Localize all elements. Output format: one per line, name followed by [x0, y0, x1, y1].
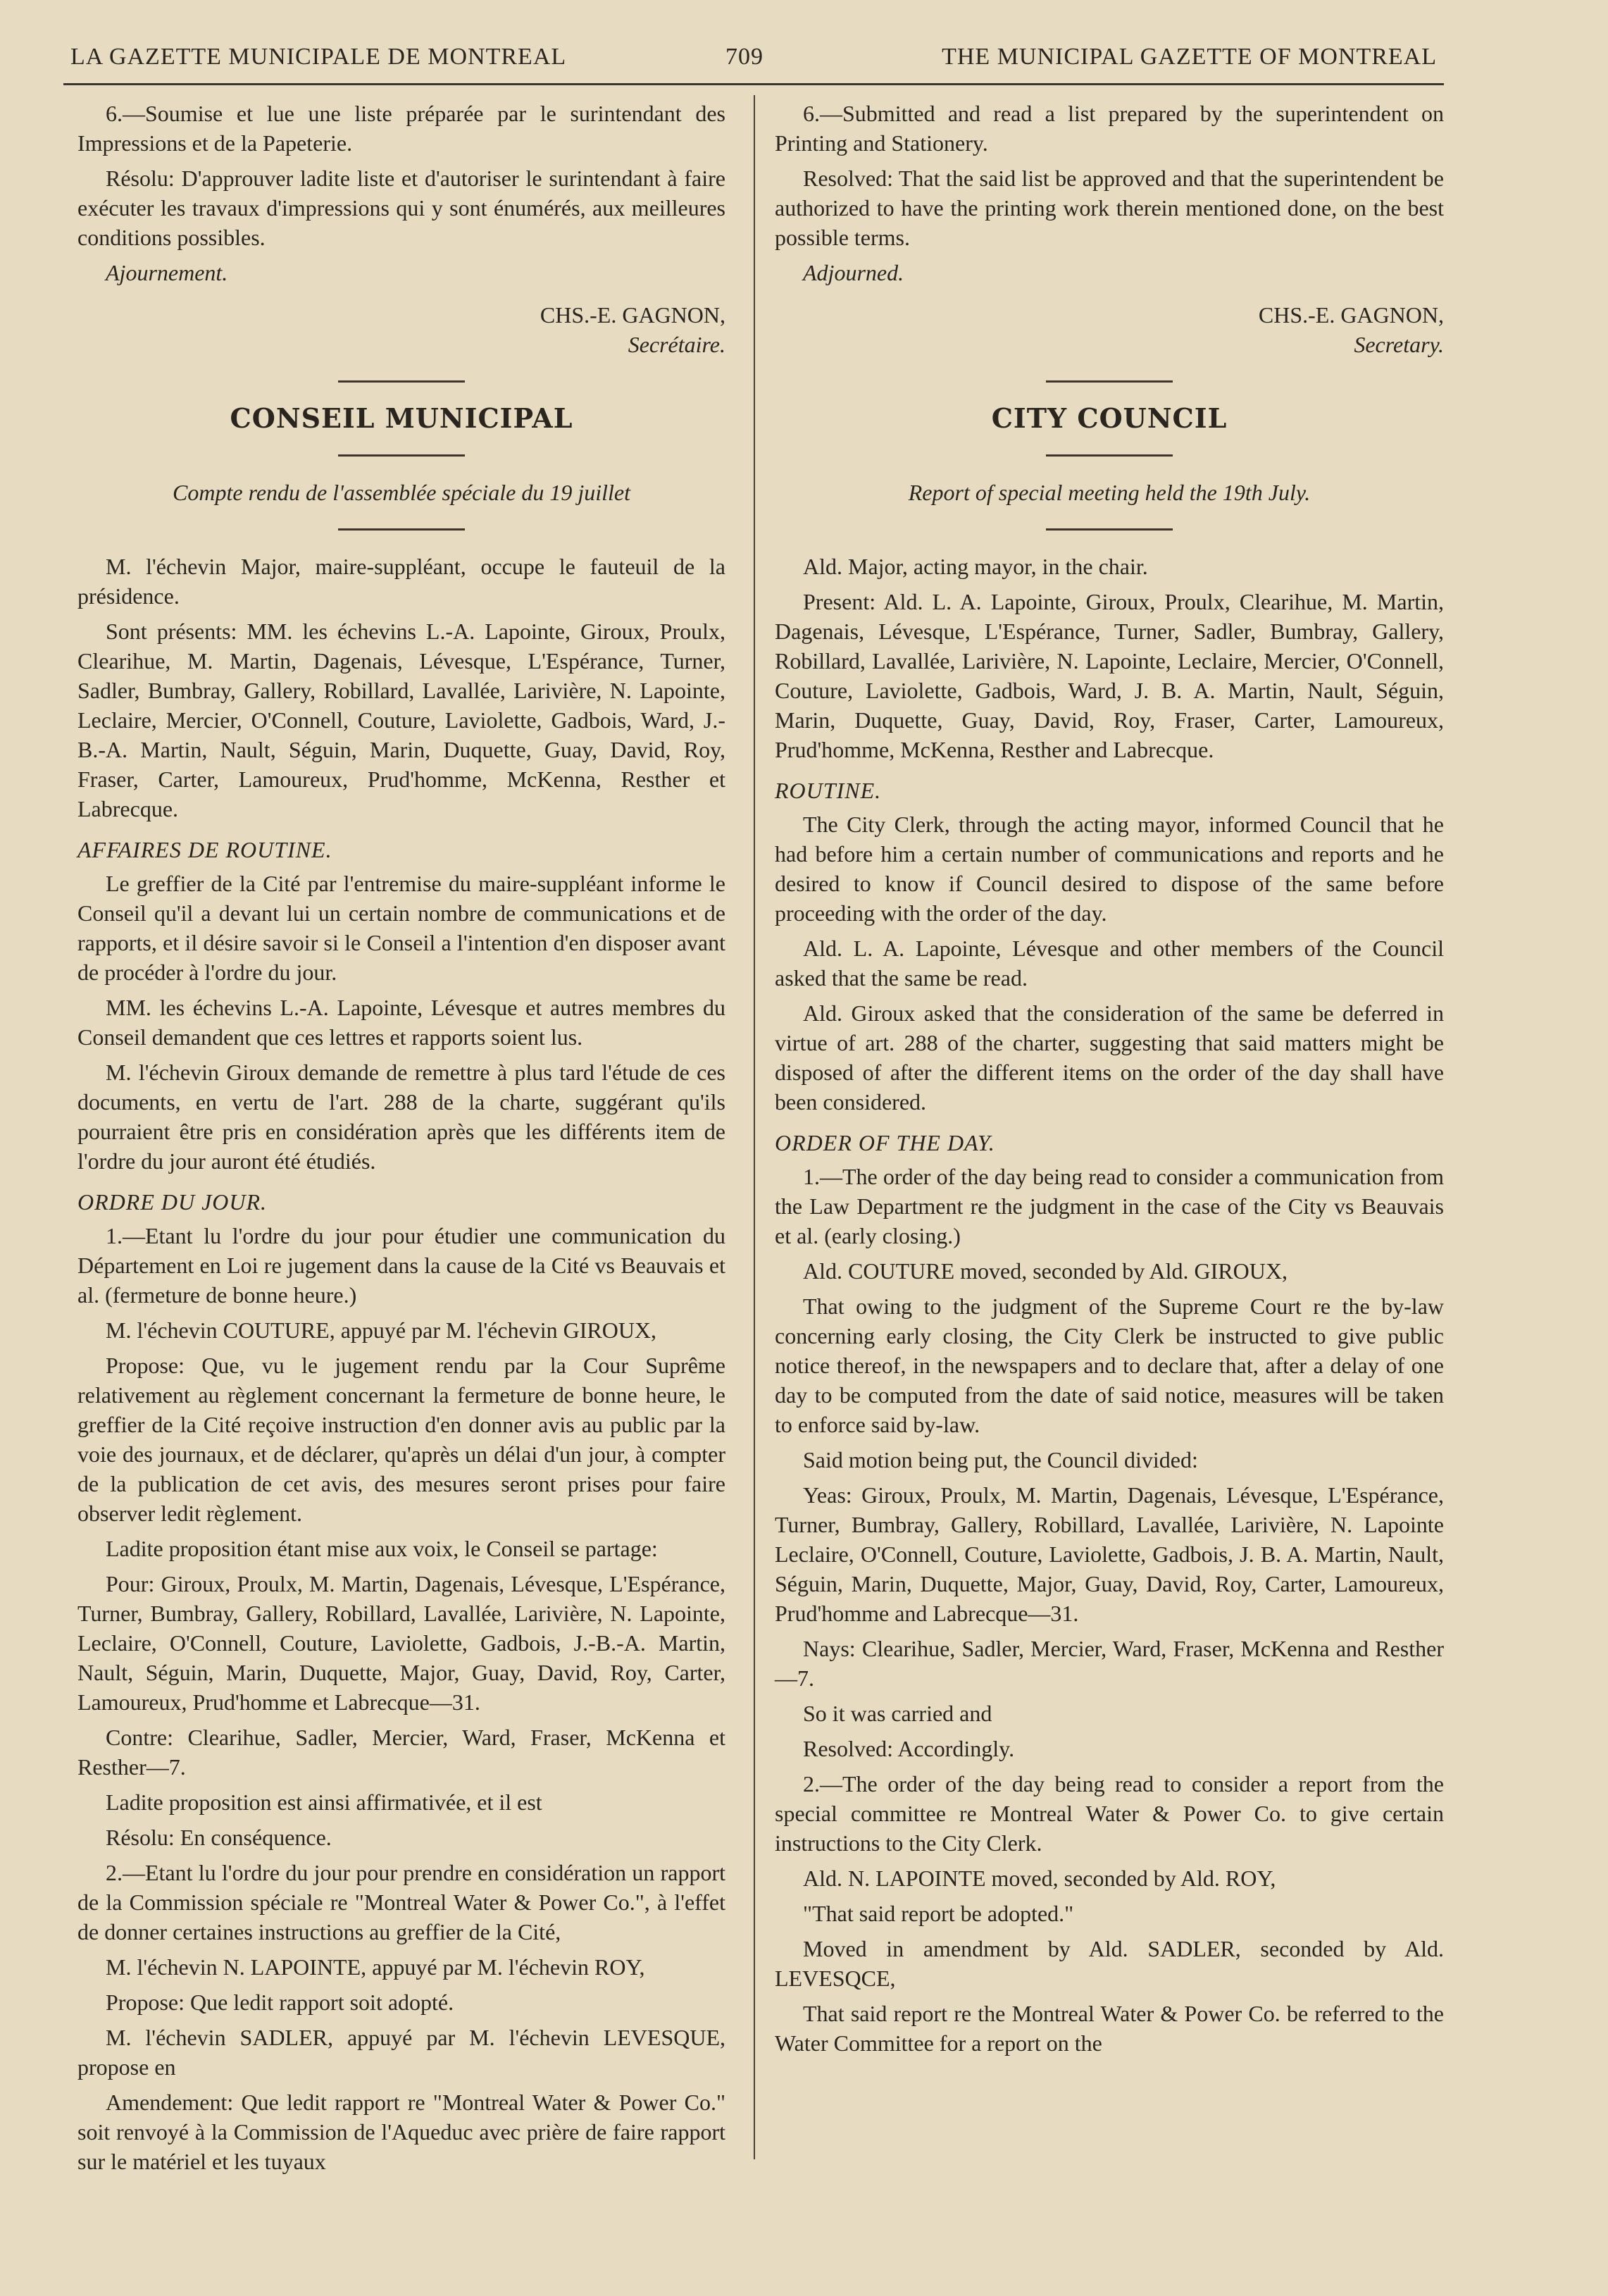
english-column — [775, 99, 1444, 2064]
fr-paragraph: Ladite proposition est ainsi affirmativée, et il est — [106, 1789, 542, 1815]
en-paragraph: Said motion being put, the Council divided: — [803, 1447, 1198, 1472]
en-paragraph: Resolved: That the said list be approved and that the superintendent be authorized to have the printing work therein mentioned done, on the best possible terms. — [775, 166, 1444, 250]
en-paragraph: 1.—The order of the day being read to consider a communication from the Law Department re the judgment in the case of the City vs Beauvais et al. (early closing.) — [775, 1164, 1444, 1248]
fr-paragraph: Sont présents: MM. les échevins L.-A. Lapointe, Giroux, Proulx, Clearihue, M. Martin, Dagenais, Lévesque, L'Espérance, Turner, Sadler, Bumbray, Gallery, Robillard, Lavallée, Larivière, N. Lapointe, Leclaire, Mercier, O'Connell, Couture, Laviolette, Gadbois, Ward, J.-B.-A. Martin, Nault, Séguin, Marin, Duquette, Guay, David, Roy, Fraser, Carter, Lamoureux, Prud'homme, McKenna, Resther et Labrecque. — [77, 619, 725, 821]
section-rule — [338, 454, 465, 457]
en-paragraph: Nays: Clearihue, Sadler, Mercier, Ward, Fraser, McKenna and Resther—7. — [775, 1636, 1444, 1691]
en-paragraph: Yeas: Giroux, Proulx, M. Martin, Dagenais, Lévesque, L'Espérance, Turner, Bumbray, Gallery, Robillard, Lavallée, Larivière, N. Lapointe Leclaire, O'Connell, Couture, Laviolette, Gadbois, J. B. A. Martin, Nault, Séguin, Marin, Duquette, Major, Guay, David, Roy, Carter, Lamoureux, Prud'homme and Labrecque—31. — [775, 1482, 1444, 1626]
en-heading: ROUTINE. — [775, 778, 882, 803]
en-paragraph: Present: Ald. L. A. Lapointe, Giroux, Proulx, Clearihue, M. Martin, Dagenais, Lévesque, L'Espérance, Turner, Sadler, Bumbray, Gallery, Robillard, Lavallée, Larivière, N. Lapointe, Leclaire, Mercier, O'Connell, Couture, Laviolette, Gadbois, Ward, J. B. A. Martin, Nault, Séguin, Marin, Duquette, Guay, David, Roy, Fraser, Carter, Lamoureux, Prud'homme, McKenna, Resther and Labrecque. — [775, 589, 1444, 762]
section-rule — [1046, 380, 1173, 383]
en-paragraph: Ald. Giroux asked that the consideration of the same be deferred in virtue of art. 288 of the charter, suggesting that said matters might be disposed of after the different items on the order of the day shall have been considered. — [775, 1000, 1444, 1115]
en-signature-role: Secretary. — [1354, 332, 1444, 357]
en-paragraph: Ald. Major, acting mayor, in the chair. — [803, 554, 1148, 579]
page-number: 709 — [725, 44, 764, 70]
section-rule — [1046, 528, 1173, 530]
fr-paragraph: MM. les échevins L.-A. Lapointe, Lévesque et autres membres du Conseil demandent que ces lettres et rapports soient lus. — [77, 995, 725, 1050]
en-paragraph: That said report re the Montreal Water & Power Co. be referred to the Water Committee for a report on the — [775, 2001, 1444, 2056]
header-rule — [63, 83, 1444, 85]
en-paragraph: Ald. COUTURE moved, seconded by Ald. GIROUX, — [803, 1258, 1288, 1284]
fr-paragraph: Ajournement. — [106, 260, 228, 285]
en-subtitle: Report of special meeting held the 19th July. — [908, 480, 1311, 505]
fr-paragraph: Pour: Giroux, Proulx, M. Martin, Dagenais, Lévesque, L'Espérance, Turner, Bumbray, Gallery, Robillard, Lavallée, Larivière, N. Lapointe, Leclaire, O'Connell, Couture, Laviolette, Gadbois, J.-B.-A. Martin, Nault, Séguin, Marin, Duquette, Major, Guay, David, Roy, Carter, Lamoureux, Prud'homme et Labrecque—31. — [77, 1571, 725, 1715]
fr-paragraph: 6.—Soumise et lue une liste préparée par le surintendant des Impressions et de la Papeterie. — [77, 101, 725, 156]
fr-paragraph: 2.—Etant lu l'ordre du jour pour prendre en considération un rapport de la Commission spéciale re "Montreal Water & Power Co.", à l'effet de donner certaines instructions au greffier de la Cité, — [77, 1860, 725, 1944]
en-heading: ORDER OF THE DAY. — [775, 1130, 995, 1155]
french-column — [77, 99, 725, 2182]
fr-paragraph: Le greffier de la Cité par l'entremise du maire-suppléant informe le Conseil qu'il a devant lui un certain nombre de communications et de rapports, et il désire savoir si le Conseil a l'intention d'en disposer avant de procéder à l'ordre du jour. — [77, 871, 725, 985]
fr-signature-role: Secrétaire. — [628, 332, 725, 357]
fr-paragraph: Contre: Clearihue, Sadler, Mercier, Ward, Fraser, McKenna et Resther—7. — [77, 1725, 725, 1780]
fr-paragraph: M. l'échevin Giroux demande de remettre à plus tard l'étude de ces documents, en vertu de l'art. 288 de la charte, suggérant qu'ils pourraient être pris en considération après que les différents item de l'ordre du jour auront été étudiés. — [77, 1060, 725, 1174]
fr-heading: ORDRE DU JOUR. — [77, 1189, 268, 1215]
fr-signature-name: CHS.-E. GAGNON, — [540, 302, 725, 328]
en-signature — [775, 300, 1444, 359]
en-paragraph: Moved in amendment by Ald. SADLER, seconded by Ald. LEVESQCE, — [775, 1936, 1444, 1991]
fr-paragraph: Résolu: En conséquence. — [106, 1825, 332, 1850]
header-french-title: LA GAZETTE MUNICIPALE DE MONTREAL — [70, 44, 567, 70]
en-paragraph: So it was carried and — [803, 1701, 992, 1726]
fr-heading: AFFAIRES DE ROUTINE. — [77, 837, 332, 862]
column-divider — [754, 95, 755, 2159]
fr-paragraph: M. l'échevin COUTURE, appuyé par M. l'échevin GIROUX, — [106, 1317, 657, 1343]
en-paragraph: Adjourned. — [803, 260, 904, 285]
fr-section-title: CONSEIL MUNICIPAL — [230, 402, 573, 434]
en-paragraph: That owing to the judgment of the Supreme Court re the by-law concerning early closing, the City Clerk be instructed to give public notice thereof, in the newspapers and to declare that, after a delay of one day to be computed from the date of said notice, measures will be taken to enforce said by-law. — [775, 1293, 1444, 1437]
en-paragraph: "That said report be adopted." — [803, 1901, 1074, 1926]
en-paragraph: Resolved: Accordingly. — [803, 1736, 1015, 1761]
en-section-title: CITY COUNCIL — [991, 402, 1228, 434]
en-paragraph: Ald. L. A. Lapointe, Lévesque and other members of the Council asked that the same be read. — [775, 936, 1444, 991]
fr-paragraph: Propose: Que, vu le jugement rendu par la Cour Suprême relativement au règlement concernant la fermeture de bonne heure, le greffier de la Cité reçoive instruction d'en donner avis au public par la voie des journaux, et de déclarer, qu'après un délai d'un jour, à compter de la publication de cet avis, des mesures seront prises pour faire observer ledit règlement. — [77, 1353, 725, 1526]
en-paragraph: 2.—The order of the day being read to consider a report from the special committee re Montreal Water & Power Co. to give certain instructions to the City Clerk. — [775, 1771, 1444, 1856]
en-signature-name: CHS.-E. GAGNON, — [1258, 302, 1444, 328]
en-paragraph: Ald. N. LAPOINTE moved, seconded by Ald. ROY, — [803, 1866, 1276, 1891]
fr-paragraph: 1.—Etant lu l'ordre du jour pour étudier une communication du Département en Loi re jugement dans la cause de la Cité vs Beauvais et al. (fermeture de bonne heure.) — [77, 1223, 725, 1308]
fr-paragraph: Amendement: Que ledit rapport re "Montreal Water & Power Co." soit renvoyé à la Commission de l'Aqueduc avec prière de faire rapport sur le matériel et les tuyaux — [77, 2090, 725, 2174]
en-paragraph: The City Clerk, through the acting mayor, informed Council that he had before him a certain number of communications and reports and he desired to know if Council desired to dispose of the same before proceeding with the order of the day. — [775, 812, 1444, 926]
section-rule — [338, 528, 465, 530]
fr-paragraph: M. l'échevin Major, maire-suppléant, occupe le fauteuil de la présidence. — [77, 554, 725, 609]
en-paragraph: 6.—Submitted and read a list prepared by the superintendent on Printing and Stationery. — [775, 101, 1444, 156]
fr-subtitle: Compte rendu de l'assemblée spéciale du 19 juillet — [173, 480, 630, 505]
section-rule — [338, 380, 465, 383]
fr-paragraph: M. l'échevin N. LAPOINTE, appuyé par M. l'échevin ROY, — [106, 1954, 645, 1980]
header-english-title: THE MUNICIPAL GAZETTE OF MONTREAL — [942, 44, 1437, 70]
fr-paragraph: Propose: Que ledit rapport soit adopté. — [106, 1990, 454, 2015]
running-header — [70, 39, 1437, 82]
section-rule — [1046, 454, 1173, 457]
fr-paragraph: Ladite proposition étant mise aux voix, le Conseil se partage: — [106, 1536, 658, 1561]
fr-signature — [77, 300, 725, 359]
fr-paragraph: Résolu: D'approuver ladite liste et d'autoriser le surintendant à faire exécuter les travaux d'impressions qui y sont énumérés, aux meilleures conditions possibles. — [77, 166, 725, 250]
fr-paragraph: M. l'échevin SADLER, appuyé par M. l'échevin LEVESQUE, propose en — [77, 2025, 725, 2080]
